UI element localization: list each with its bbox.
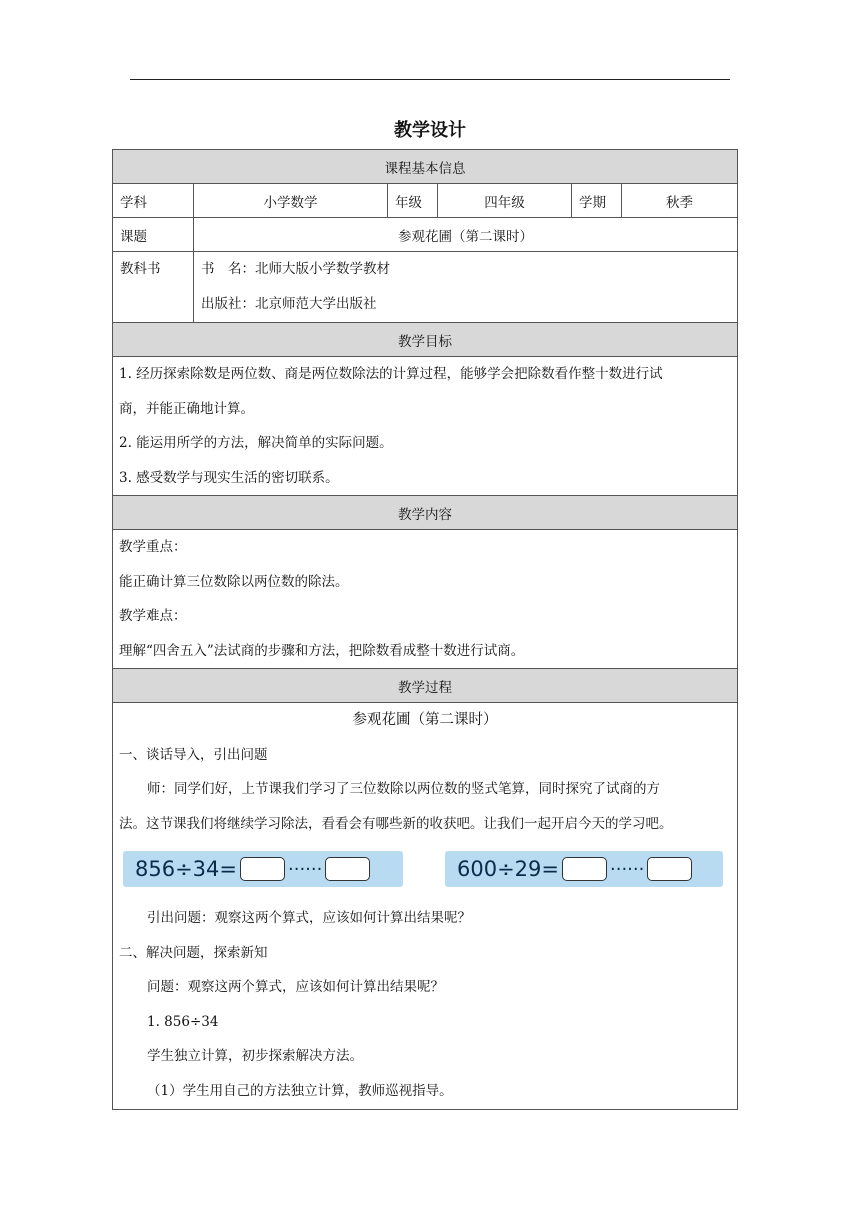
objective-line: 3. 感受数学与现实生活的密切联系。 [119,469,339,486]
equation-figure [113,841,737,901]
step-heading: 二、解决问题，探索新知 [119,944,268,961]
process-heading: 参观花圃（第二课时） [352,712,498,728]
term-value: 秋季 [622,184,738,218]
section-header-process: 教学过程 [113,669,738,703]
publisher: 出版社：北京师范大学出版社 [201,296,377,312]
grade-value: 四年级 [438,184,572,218]
difficulty-text: 理解“四舍五入”法试商的步骤和方法，把除数看成整十数进行试商。 [119,642,525,659]
subject-label: 学科 [113,184,194,218]
header-rule [130,79,730,80]
paragraph: （1）学生用自己的方法独立计算，教师巡视指导。 [147,1082,453,1099]
equation-text: 600÷29= [457,857,559,881]
section-header-objectives: 教学目标 [113,323,738,357]
quotient-box [240,857,285,881]
objective-line: 1. 经历探索除数是两位数、商是两位数除法的计算过程，能够学会把除数看作整十数进行试 [119,366,663,382]
equation-card [445,851,723,887]
paragraph: 引出问题：观察这两个算式，应该如何计算出结果呢？ [147,910,471,926]
objective-line: 商，并能正确地计算。 [119,400,254,417]
row-content [113,530,738,669]
remainder-box [647,857,692,881]
difficulty-label: 教学难点： [119,608,187,624]
lesson-plan-table [112,149,738,1110]
row-textbook [113,252,738,323]
remainder-box [325,857,370,881]
paragraph: 学生独立计算，初步探索解决方法。 [147,1048,363,1064]
row-process [113,703,738,1110]
topic-label: 课题 [113,218,194,252]
row-objectives [113,357,738,496]
subject-value: 小学数学 [194,184,388,218]
section-header-content: 教学内容 [113,496,738,530]
step-heading: 一、谈话导入，引出问题 [119,746,268,763]
paragraph: 师：同学们好，上节课我们学习了三位数除以两位数的竖式笔算，同时探究了试商的方 [147,781,660,797]
objective-line: 2. 能运用所学的方法，解决简单的实际问题。 [119,435,393,451]
paragraph: 法。这节课我们将继续学习除法，看看会有哪些新的收获吧。让我们一起开启今天的学习吧。 [119,815,673,832]
document-title: 教学设计 [394,120,466,141]
term-label: 学期 [572,184,622,218]
section-header-basic-info: 课程基本信息 [113,150,738,184]
paragraph: 问题：观察这两个算式，应该如何计算出结果呢？ [147,979,444,995]
remainder-dots: ······ [610,858,645,880]
quotient-box [562,857,607,881]
equation-text: 856÷34= [135,857,237,881]
row-topic [113,218,738,252]
grade-label: 年级 [388,184,438,218]
textbook-label: 教科书 [113,252,194,323]
remainder-dots: ······ [288,858,323,880]
row-subject [113,184,738,218]
key-point-text: 能正确计算三位数除以两位数的除法。 [119,573,349,590]
book-name: 书 名：北师大版小学数学教材 [201,261,390,277]
topic-value: 参观花圃（第二课时） [194,218,738,252]
numbered-item: 1. 856÷34 [147,1013,219,1030]
equation-card [123,851,403,887]
key-point-label: 教学重点： [119,539,187,555]
